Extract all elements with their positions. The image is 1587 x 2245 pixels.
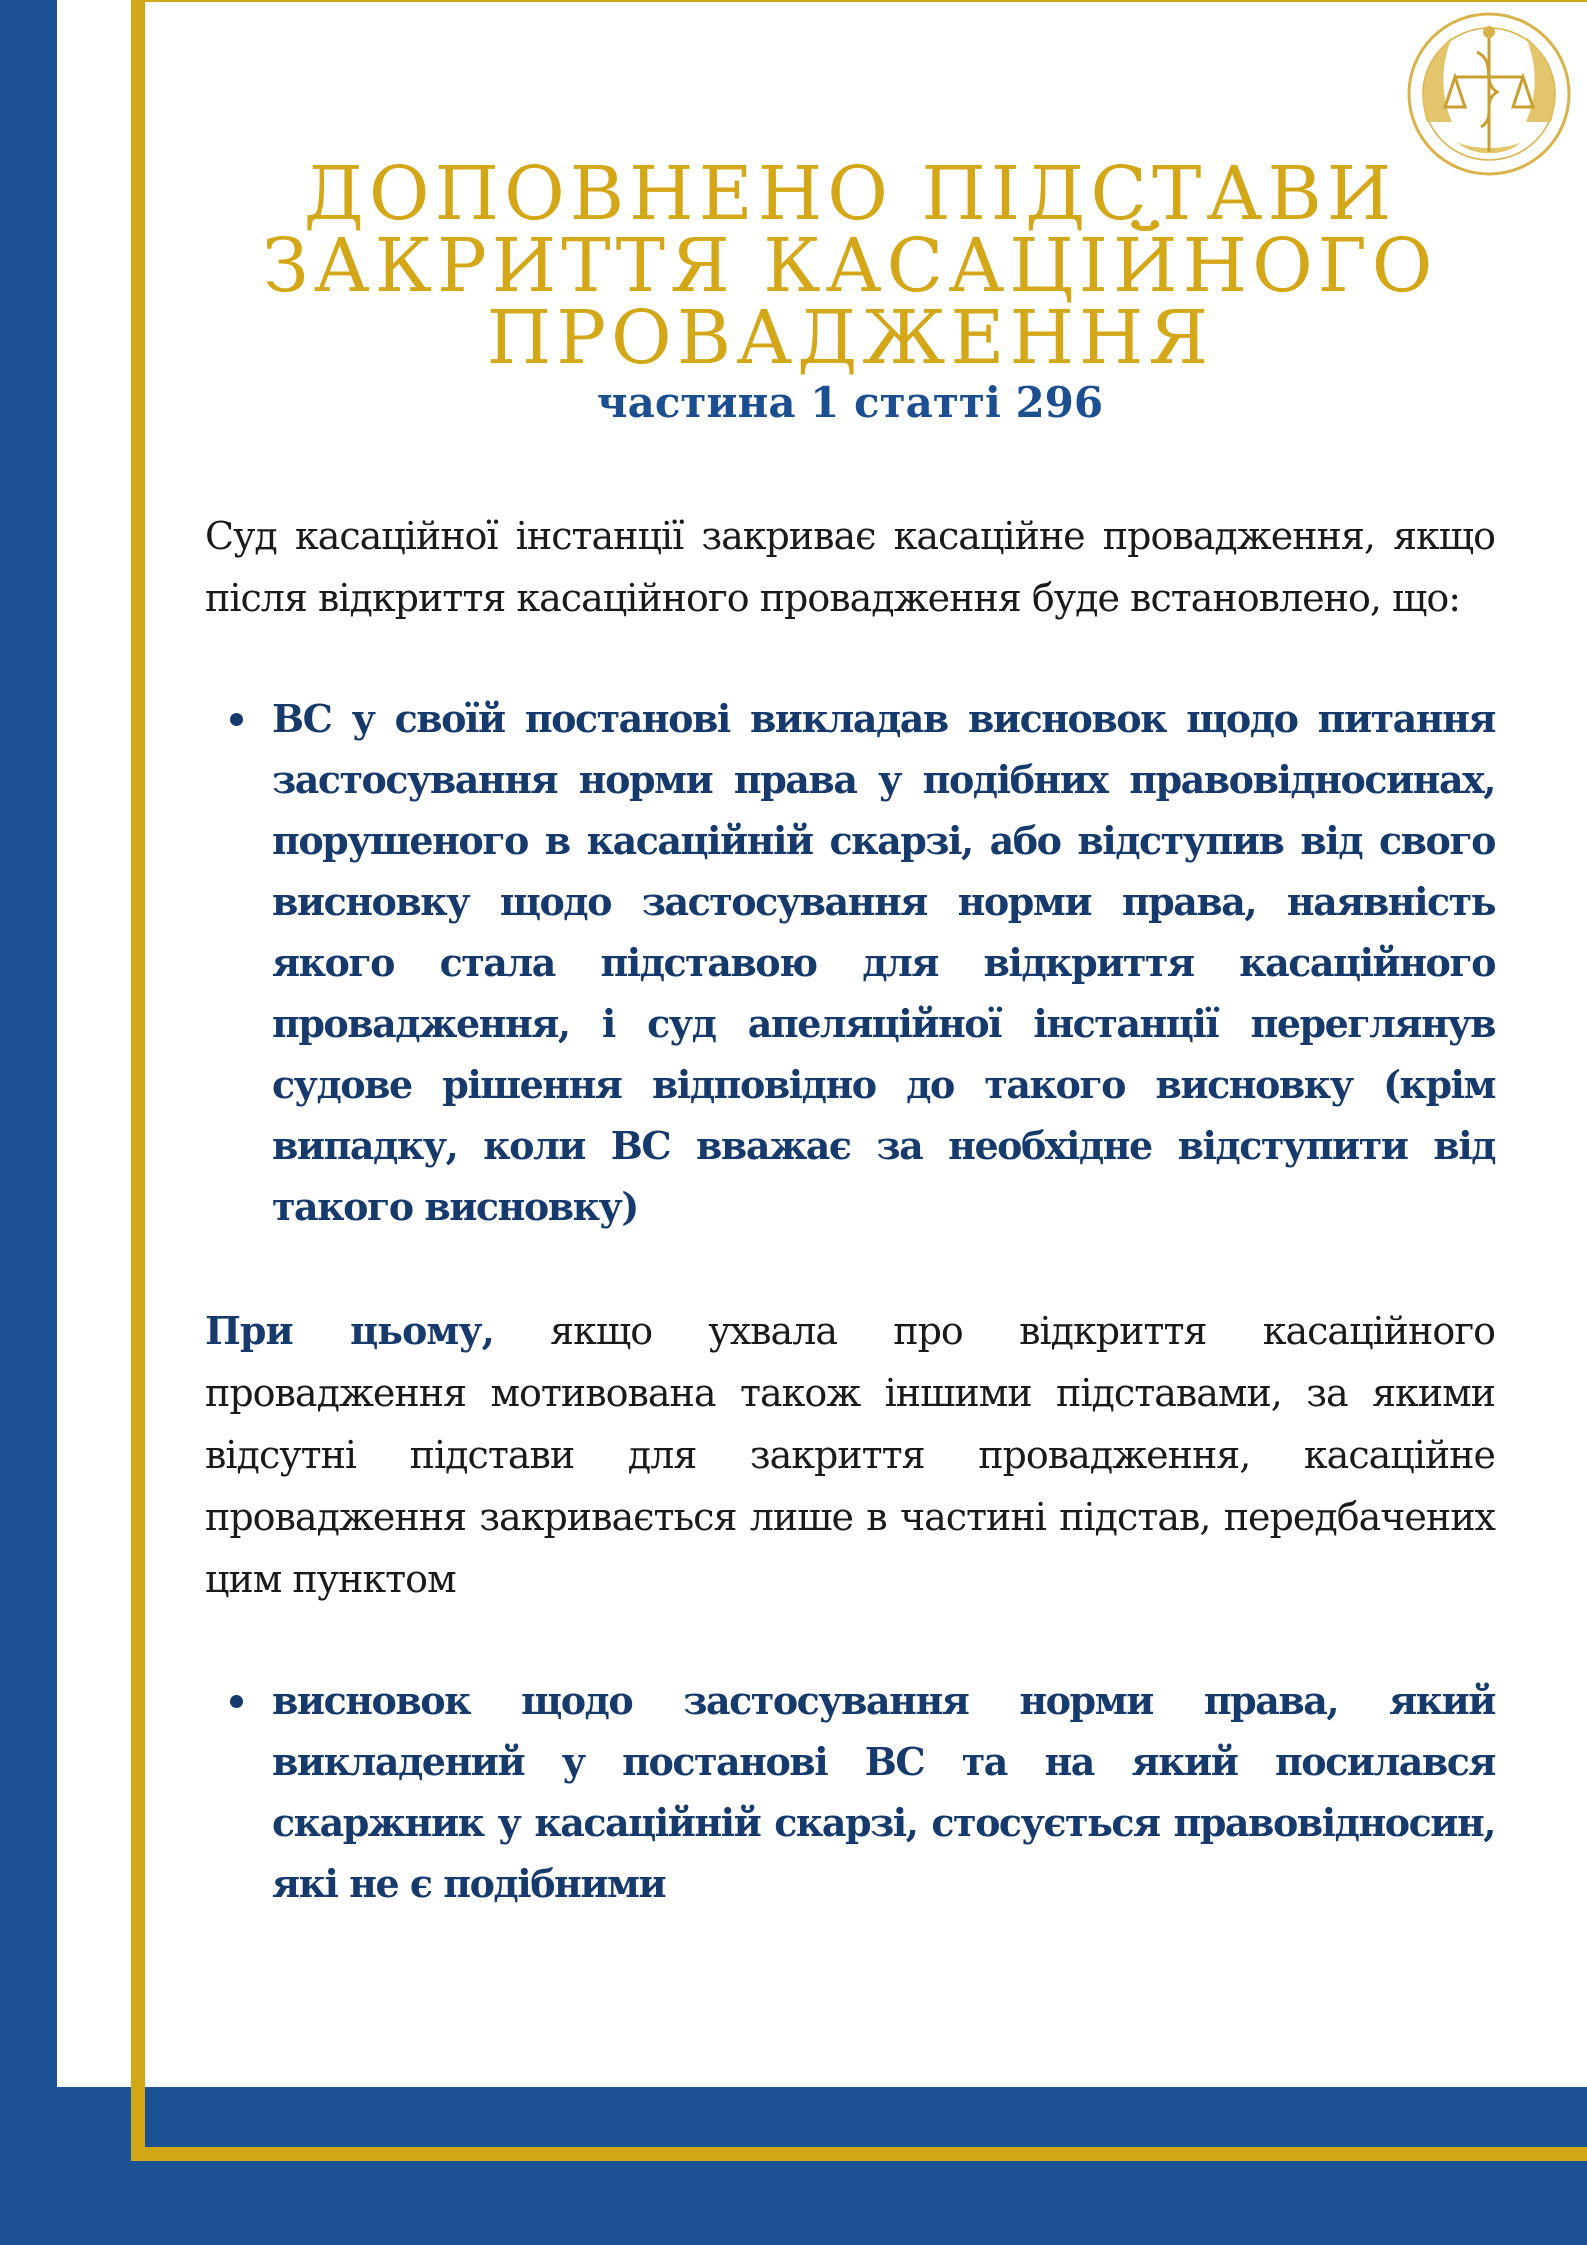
article-subtitle: частина 1 статті 296 bbox=[596, 378, 1104, 427]
intro-paragraph: Суд касаційної інстанції закриває касаційне провадження, якщо після відкриття касаційного провадження буде встановлено, що: bbox=[205, 514, 1495, 620]
list-item: ВС у своїй постанові викладав висновок щодо питання застосування норми права у подібних правовідносинах, порушеного в касаційній скарзі, або відступив від свого висновку щодо застосування норми права, наявність якого стала підставою для відкриття касаційного провадження, і суд апеляційної інстанції переглянув судове рішення відповідно до такого висновку (крім випадку, коли ВС вважає за необхідне відступити від такого висновку) bbox=[230, 688, 1495, 1237]
bullet-list-secondary bbox=[230, 1670, 1495, 1914]
note-text: якщо ухвала про відкриття касаційного провадження мотивована також іншими підставами, за якими відсутні підстави для закриття провадження, касаційне провадження закривається лише в частині підстав, передбачених цим пунктом bbox=[205, 1309, 1495, 1601]
bullet-list-primary bbox=[230, 688, 1495, 1237]
list-item: висновок щодо застосування норми права, який викладений у постанові ВС та на який посилався скаржник у касаційній скарзі, стосується правовідносин, які не є подібними bbox=[230, 1670, 1495, 1914]
title-line-3: ПРОВАДЖЕННЯ bbox=[486, 295, 1214, 381]
page-title bbox=[170, 151, 1530, 381]
title-line-1: ДОПОВНЕНО ПІДСТАВИ bbox=[303, 151, 1397, 237]
title-line-2: ЗАКРИТТЯ КАСАЦІЙНОГО bbox=[262, 223, 1438, 309]
note-lead: При цьому, bbox=[205, 1308, 494, 1353]
note-paragraph bbox=[205, 1300, 1495, 1610]
